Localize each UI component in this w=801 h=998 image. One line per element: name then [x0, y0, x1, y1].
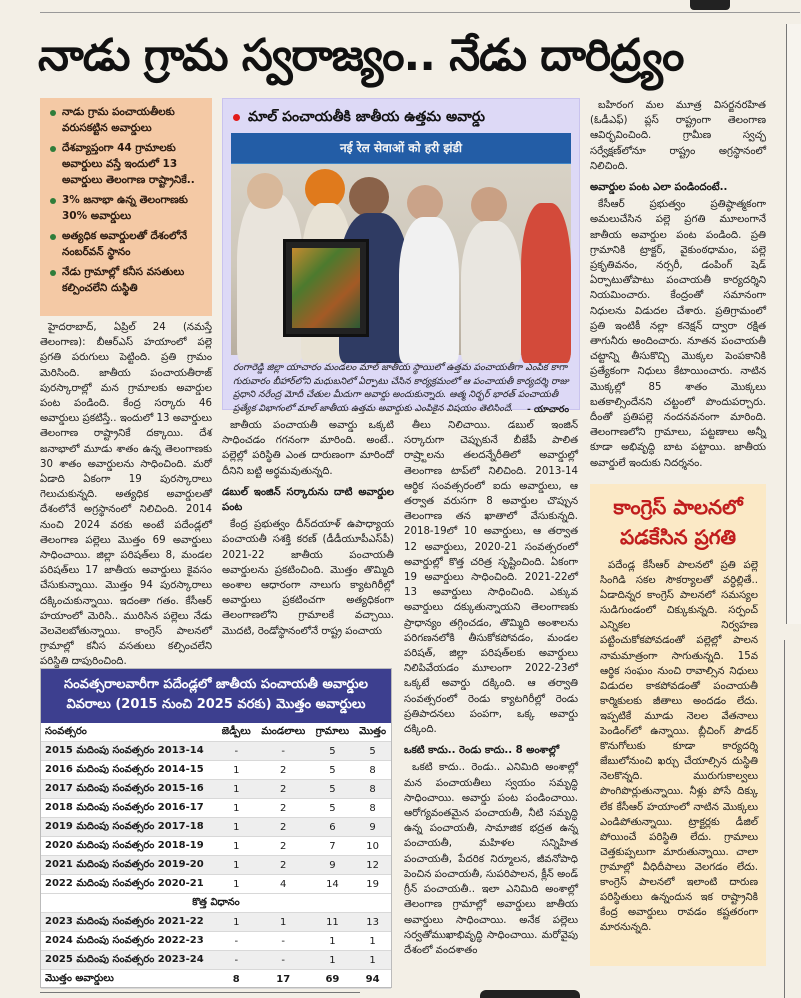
- table-cell: 2024 మదింపు సంవత్సరం 2022-23: [41, 932, 217, 951]
- article-column-2: జాతీయ పంచాయతీ అవార్డు ఒక్కటి సాధించడం గగనంగా మారింది. అంటే.. పల్లెల్లో పరిస్థితి ఎంత దారుణంగా మారిందో దీనిని బట్టి అర్థమవుతున్నది. డబుల్ ఇంజిన్ సర్కారును దాటి అవార్డుల పంట కేంద్ర ప్రభుత్వం దీన్‌దయాళ్ ఉపాధ్యాయ పంచాయతీ సశక్తి కరణ్ (డీడీయూపీఎస్‌పీ) 2021-22 జాతీయ పంచాయతీ అవార్డులను ప్రకటించింది. మొత్తం తొమ్మిది అంశాల ఆధారంగా నాలుగు క్యాటగిరీల్లో అవార్డులు ప్రకటించగా అత్యధికంగా తెలంగాణలోని గ్రామాలకే వచ్చాయి. మొదటి, రెండోస్థానంలోనే రాష్ట్ర పంచాయ: [222, 420, 394, 637]
- bullet-icon: [50, 110, 56, 116]
- table-cell: 2: [256, 761, 311, 780]
- table-cell: 5: [354, 742, 391, 761]
- table-cell: 1: [354, 951, 391, 970]
- highlight-item: 3% జనాభా ఉన్న తెలంగాణకు 30% అవార్డులు: [50, 192, 206, 224]
- top-strip: [0, 0, 800, 16]
- highlights-box: [40, 98, 212, 316]
- photo-banner-text: नई रेल सेवाओं को हरी झंडी: [231, 133, 571, 163]
- table-cell: -: [256, 932, 311, 951]
- table-cell: 14: [311, 875, 354, 894]
- table-cell: 1: [217, 856, 256, 875]
- table-cell: 4: [256, 875, 311, 894]
- bullet-icon: [50, 146, 56, 152]
- highlight-item: దేశవ్యాప్తంగా 44 గ్రామాలకు అవార్డులు వస్తే ఇందులో 13 అవార్డులు తెలంగాణ రాష్ట్రానికే..: [50, 140, 206, 188]
- table-cell: 2016 మదింపు సంవత్సరం 2014-15: [41, 761, 217, 780]
- table-row: [41, 780, 391, 799]
- table-cell: 2023 మదింపు సంవత్సరం 2021-22: [41, 913, 217, 932]
- table-cell: 2025 మదింపు సంవత్సరం 2023-24: [41, 951, 217, 970]
- photo-box: [222, 98, 580, 415]
- table-cell: 8: [354, 761, 391, 780]
- table-row: [41, 761, 391, 780]
- awards-table: [41, 723, 391, 989]
- highlight-item: నేడు గ్రామాల్లో కనీస వసతులు కల్పించలేని దుస్థితి: [50, 264, 206, 296]
- table-cell: 2017 మదింపు సంవత్సరం 2015-16: [41, 780, 217, 799]
- bullet-icon: [50, 234, 56, 240]
- table-cell: 2019 మదింపు సంవత్సరం 2017-18: [41, 818, 217, 837]
- col-header: సంవత్సరం: [41, 723, 217, 742]
- photo-title: మాల్ పంచాయతీకి జాతీయ ఉత్తమ అవార్డు: [233, 109, 485, 128]
- bullet-icon: [50, 270, 56, 276]
- table-cell: -: [256, 742, 311, 761]
- table-cell: 2: [256, 818, 311, 837]
- red-dot-icon: [233, 114, 240, 121]
- col-header: మొత్తం: [354, 723, 391, 742]
- headline: నాడు గ్రామ స్వరాజ్యం.. నేడు దారిద్ర్యం: [38, 30, 684, 81]
- table-cell: 7: [311, 837, 354, 856]
- table-row: [41, 799, 391, 818]
- table-section-row: కొత్త విధానం: [41, 894, 391, 913]
- bullet-icon: [50, 198, 56, 204]
- table-cell: -: [217, 951, 256, 970]
- award-photo: [231, 133, 571, 355]
- table-cell: 13: [354, 913, 391, 932]
- table-cell: 2018 మదింపు సంవత్సరం 2016-17: [41, 799, 217, 818]
- table-cell: 2: [256, 837, 311, 856]
- sidebar-article: [590, 484, 766, 966]
- table-cell: 9: [354, 818, 391, 837]
- table-row: [41, 742, 391, 761]
- table-header-row: [41, 723, 391, 742]
- table-cell: 1: [217, 913, 256, 932]
- table-cell: 1: [217, 799, 256, 818]
- madhubani-painting: [283, 239, 369, 337]
- awards-table-box: [40, 668, 392, 988]
- table-cell: 5: [311, 799, 354, 818]
- table-cell: 8: [354, 780, 391, 799]
- table-row: [41, 951, 391, 970]
- table-cell: 9: [311, 856, 354, 875]
- table-cell: 2: [256, 856, 311, 875]
- table-total-row: మొత్తం అవార్డులు 8 17 69 94: [41, 970, 391, 989]
- table-cell: 2020 మదింపు సంవత్సరం 2018-19: [41, 837, 217, 856]
- subheading: డబుల్ ఇంజిన్ సర్కారును దాటి అవార్డుల పంట: [222, 486, 394, 514]
- table-cell: 11: [311, 913, 354, 932]
- table-cell: 1: [354, 932, 391, 951]
- table-cell: 5: [311, 742, 354, 761]
- table-row: [41, 932, 391, 951]
- table-cell: 1: [217, 837, 256, 856]
- subheading: ఒకటి కాదు.. రెండు కాదు.. 8 అంశాల్లో: [404, 745, 560, 757]
- bottom-mark: [480, 990, 580, 998]
- table-cell: 1: [217, 761, 256, 780]
- sidebar-body: పదేండ్ల కేసీఆర్ పాలనలో ప్రతి పల్లె సింగిడి సకల సౌకర్యాలతో వర్ధిల్లితే.. ఏడాదిన్నర కాంగ్రెస్ పాలనలో సమస్యల సుడిగుండంలో చిక్కుకున్నది. సర్పంచ్ ఎన్నికల నిర్వహణ పట్టించుకోకపోవడంతో పల్లెల్లో పాలన నామమాత్రంగా సాగుతున్నది. 15వ ఆర్థిక సంఘం నుంచి రావాల్సిన నిధులు విడుదల కాకపోవడంతో పంచాయతీ కార్మికులకు జీతాలు అందడం లేదు. ఇప్పటికే మూడు నెలల వేతనాలు పెండింగ్‌లో ఉన్నాయి. బ్లీచింగ్ పౌడర్ కొనుగోలుకు కూడా కార్యదర్శి జేబులోనుంచి ఖర్చు చేయాల్సిన దుస్థితి నెలకొన్నది. మురుగుకాల్వలు పొంగిపొర్లుతున్నాయి. నీళ్లు పోసే దిక్కు లేక కేసీఆర్ హయాంలో నాటిన మొక్కలు ఎండిపోతున్నాయి. ట్రాక్టర్లకు డీజిల్ పోయించే పరిస్థితి లేదు. గ్రామాలు చెత్తకుప్పలుగా మారుతున్నాయి. చాలా గ్రామాల్లో వీధిదీపాలు వెలగడం లేదు. కాంగ్రెస్ పాలనలో ఇలాంటి దారుణ పరిస్థితులు ఉన్నందున ఇక రాష్ట్రానికి కేంద్ర అవార్డులు రావడం కష్టతరంగా మారనున్నది.: [600, 560, 758, 934]
- table-row: [41, 818, 391, 837]
- col-header: జెడ్పీలు: [217, 723, 256, 742]
- article-column-1: హైదరాబాద్, ఏప్రిల్ 24 (నమస్తే తెలంగాణ): బీఆర్‌ఎస్ హయాంలో పల్లె ప్రగతి పరుగులు పెట్టింది. ప్రతి గ్రామం మెరిసింది. జాతీయ పంచాయతీరాజ్ పురస్కారాల్లో మన గ్రామాలకు అవార్డుల పంట పండింది. కేంద్ర సర్కారు 46 అవార్డులు ప్రకటిస్తే.. ఇందులో 13 అవార్డులు తెలంగాణ రాష్ట్రానికే దక్కాయి. దేశ జనాభాలో మూడు శాతం ఉన్న తెలంగాణకు 30 శాతం అవార్డులను సాధించింది. మరో ఏడాది ఏకంగా 19 పురస్కారాలు గెలుచుకున్నది. అత్యధిక అవార్డులతో దేశంలోనే అగ్రస్థానంలో నిలిచింది. 2014 నుంచి 2024 వరకు అంటే పదేండ్లలో తెలంగాణ పల్లెలు మొత్తం 69 అవార్డులు సాధించాయి. జిల్లా పరిషత్‌లు 8, మండల పరిషత్‌లు 17 జాతీయ అవార్డులు కైవసం చేసుకున్నాయి. మొత్తం 94 పురస్కారాలు దక్కించుకున్నాయి. ఇదంతా గతం. కేసీఆర్ హయాంలో మెరిసి.. మురిసిన పల్లెలు నేడు వెలవెలబోతున్నాయి. కాంగ్రెస్ పాలనలో గ్రామాల్లో కనీస వసతులు కల్పించలేని పరిస్థితి దాపురించింది.: [40, 322, 212, 668]
- table-cell: 6: [311, 818, 354, 837]
- photo-credit: - యాచారం: [526, 403, 569, 415]
- table-cell: 5: [311, 780, 354, 799]
- col-header: గ్రామాలు: [311, 723, 354, 742]
- table-cell: 2021 మదింపు సంవత్సరం 2019-20: [41, 856, 217, 875]
- table-cell: 10: [354, 837, 391, 856]
- table-cell: 19: [354, 875, 391, 894]
- highlight-item: అత్యధిక అవార్డులతో దేశంలోనే నంబర్‌వన్ స్థానం: [50, 228, 206, 260]
- adjacent-article-edge: [784, 640, 801, 998]
- bottom-rule: [40, 992, 360, 993]
- table-cell: 2: [256, 799, 311, 818]
- table-cell: 1: [217, 780, 256, 799]
- table-title: సంవత్సరాలవారీగా పదేండ్లలో జాతీయ పంచాయతీ అవార్డుల వివరాలు (2015 నుంచి 2025 వరకు) మొత్తం అవార్డులు: [41, 669, 391, 723]
- table-cell: 1: [217, 818, 256, 837]
- article-column-4: బహిరంగ మల మూత్ర విసర్జనరహిత (ఓడీఎఫ్) ప్లస్ రాష్ట్రంగా తెలంగాణ ఆవిర్భవించింది. గ్రామీణ స్వచ్ఛ సర్వేక్షణ్‌లోనూ రాష్ట్రం అగ్రస్థానంలో నిలిచింది. అవార్డుల పంట ఎలా పండిందంటే.. కేసీఆర్ ప్రభుత్వం ప్రతిష్ఠాత్మకంగా అమలుచేసిన పల్లె ప్రగతి మూలంగానే జాతీయ అవార్డుల పంట పండింది. ప్రతి గ్రామానికి ట్రాక్టర్, వైకుంఠధామం, పల్లె ప్రకృతివనం, నర్సరీ, డంపింగ్ షెడ్ ఏర్పాటుతోపాటు పంచాయతీ కార్యదర్శిని నియమించారు. కేంద్రంతో సమానంగా నిధులను విడుదల చేశారు. ప్రతిగ్రామంలో ప్రతి ఇంటికీ నల్లా కనెక్షన్ ద్వారా రక్షిత తాగునీరు అందించారు. నూతన పంచాయతీ చట్టాన్ని తీసుకొచ్చి మొక్కల పెంపకానికి ప్రత్యేకంగా నిధులు కేటాయించారు. నాటిన మొక్కల్లో 85 శాతం మొక్కలు బతకాల్సిందేనని చట్టంలో పొందుపర్చారు. దీంతో ప్రతిపల్లె నందనవనంగా మారింది. తెలంగాణలోని గ్రామాలు, పట్టణాలు అన్నీ కూడా అభివృద్ధి బాట పట్టాయి. జాతీయ అవార్డులే ఇందుకు నిదర్శనం.: [590, 100, 766, 469]
- col-header: మండలాలు: [256, 723, 311, 742]
- table-cell: 2022 మదింపు సంవత్సరం 2020-21: [41, 875, 217, 894]
- adjacent-column-edge: [786, 24, 801, 624]
- table-cell: 1: [217, 875, 256, 894]
- table-cell: -: [217, 742, 256, 761]
- table-cell: 1: [311, 951, 354, 970]
- article-column-3: తీలు నిలిచాయి. డబుల్ ఇంజిన్ సర్కారుగా చెప్పుకునే బీజేపీ పాలిత రాష్ర్టాలను తలదన్నేరీతిలో అవార్డుల్లో తెలంగాణ టాప్‌లో నిలిచింది. 2013-14 ఆర్థిక సంవత్సరంలో ఐదు అవార్డులు, ఆ తర్వాత వరుసగా 8 అవార్డుల చొప్పున తెలంగాణ తన ఖాతాలో వేసుకున్నది. 2018-19లో 10 అవార్డులు, ఆ తర్వాత 12 అవార్డులు, 2020-21 సంవత్సరంలో అవార్డుల్లో కొత్త చరిత్ర సృష్టించింది. ఏకంగా 19 అవార్డులు సాధించింది. 2021-22లో 13 అవార్డులు సాధించింది. ఎక్కువ అవార్డులు దక్కుతున్నాయని తెలంగాణకు ప్రాధాన్యం తగ్గించడం, తొమ్మిది అంశాలను పరిగణనలోకి తీసుకోకపోవడం, మండల పరిషత్, జిల్లా పరిషత్‌లకు అవార్డులు నిలిపివేయడం మూలంగా 2022-23లో ఒక్కటే అవార్డు దక్కింది. ఆ తర్వాతి సంవత్సరంలో రెండు క్యాటగిరీల్లో రెండు ప్రతిపాదనలు పంపగా, ఒక్క అవార్డు దక్కింది. ఒకటి కాదు.. రెండు కాదు.. 8 అంశాల్లో ఒకటి కాదు.. రెండు.. ఎనిమిది అంశాల్లో మన పంచాయతీలు స్వయం సమృద్ధి సాధించాయి. అవార్డు పంట పండించాయి. ఆరోగ్యవంతమైన పంచాయతీ, నీటి సమృద్ధి ఉన్న పంచాయతీ, సామాజిక భద్రత ఉన్న పంచాయతీ, మహిళల సన్నిహిత పంచాయతీ, పేదరిక నిర్మూలన, జీవనోపాధి పెంచిన పంచాయతీ, సుపరిపాలన, క్లీన్ అండ్ గ్రీన్ పంచాయతీ.. ఇలా ఎనిమిది అంశాల్లో తెలంగాణ గ్రామాల్లో అవార్డులు జాతీయ అవార్డులు సాధించాయి. అనేక పల్లెలు సర్వతోముఖాభివృద్ధి సాధించాయి. మరోవైపు దేశంలో వందశాతం: [404, 420, 578, 956]
- sidebar-title: కాంగ్రెస్ పాలనలో పడకేసిన ప్రగతి: [613, 495, 743, 549]
- table-cell: 12: [354, 856, 391, 875]
- table-cell: 5: [311, 761, 354, 780]
- table-row: [41, 913, 391, 932]
- photo-caption: రంగారెడ్డి జిల్లా యాచారం మండలం మాల్ జాతీయ స్థాయిలో ఉత్తమ పంచాయతీగా ఎంపిక కాగా గురువారం బీహార్‌లోని మధుబనిలో ఏర్పాటు చేసిన కార్యక్రమంలో ఆ పంచాయతీ కార్యదర్శి రాజు ప్రధాని నరేంద్ర మోదీ చేతుల మీదుగా అవార్డు అందుకున్నారు. ఆత్మ నిర్భర్ భారత్ పంచాయతీ ప్రత్యేక విభాగంలో మాల్ జాతీయ ఉత్తమ అవార్డుకు ఎంపికైన విషయం తెలిసిందే. - యాచారం: [233, 362, 569, 415]
- table-row: [41, 856, 391, 875]
- table-cell: 1: [311, 932, 354, 951]
- table-row: [41, 837, 391, 856]
- subheading: అవార్డుల పంట ఎలా పండిందంటే..: [590, 182, 728, 194]
- table-cell: 2015 మదింపు సంవత్సరం 2013-14: [41, 742, 217, 761]
- highlight-item: నాడు గ్రామ పంచాయతీలకు వరుసకట్టిన అవార్డులు: [50, 104, 206, 136]
- table-cell: -: [256, 951, 311, 970]
- table-cell: 2: [256, 780, 311, 799]
- table-cell: 8: [354, 799, 391, 818]
- table-cell: -: [217, 932, 256, 951]
- table-cell: 1: [256, 913, 311, 932]
- table-row: [41, 875, 391, 894]
